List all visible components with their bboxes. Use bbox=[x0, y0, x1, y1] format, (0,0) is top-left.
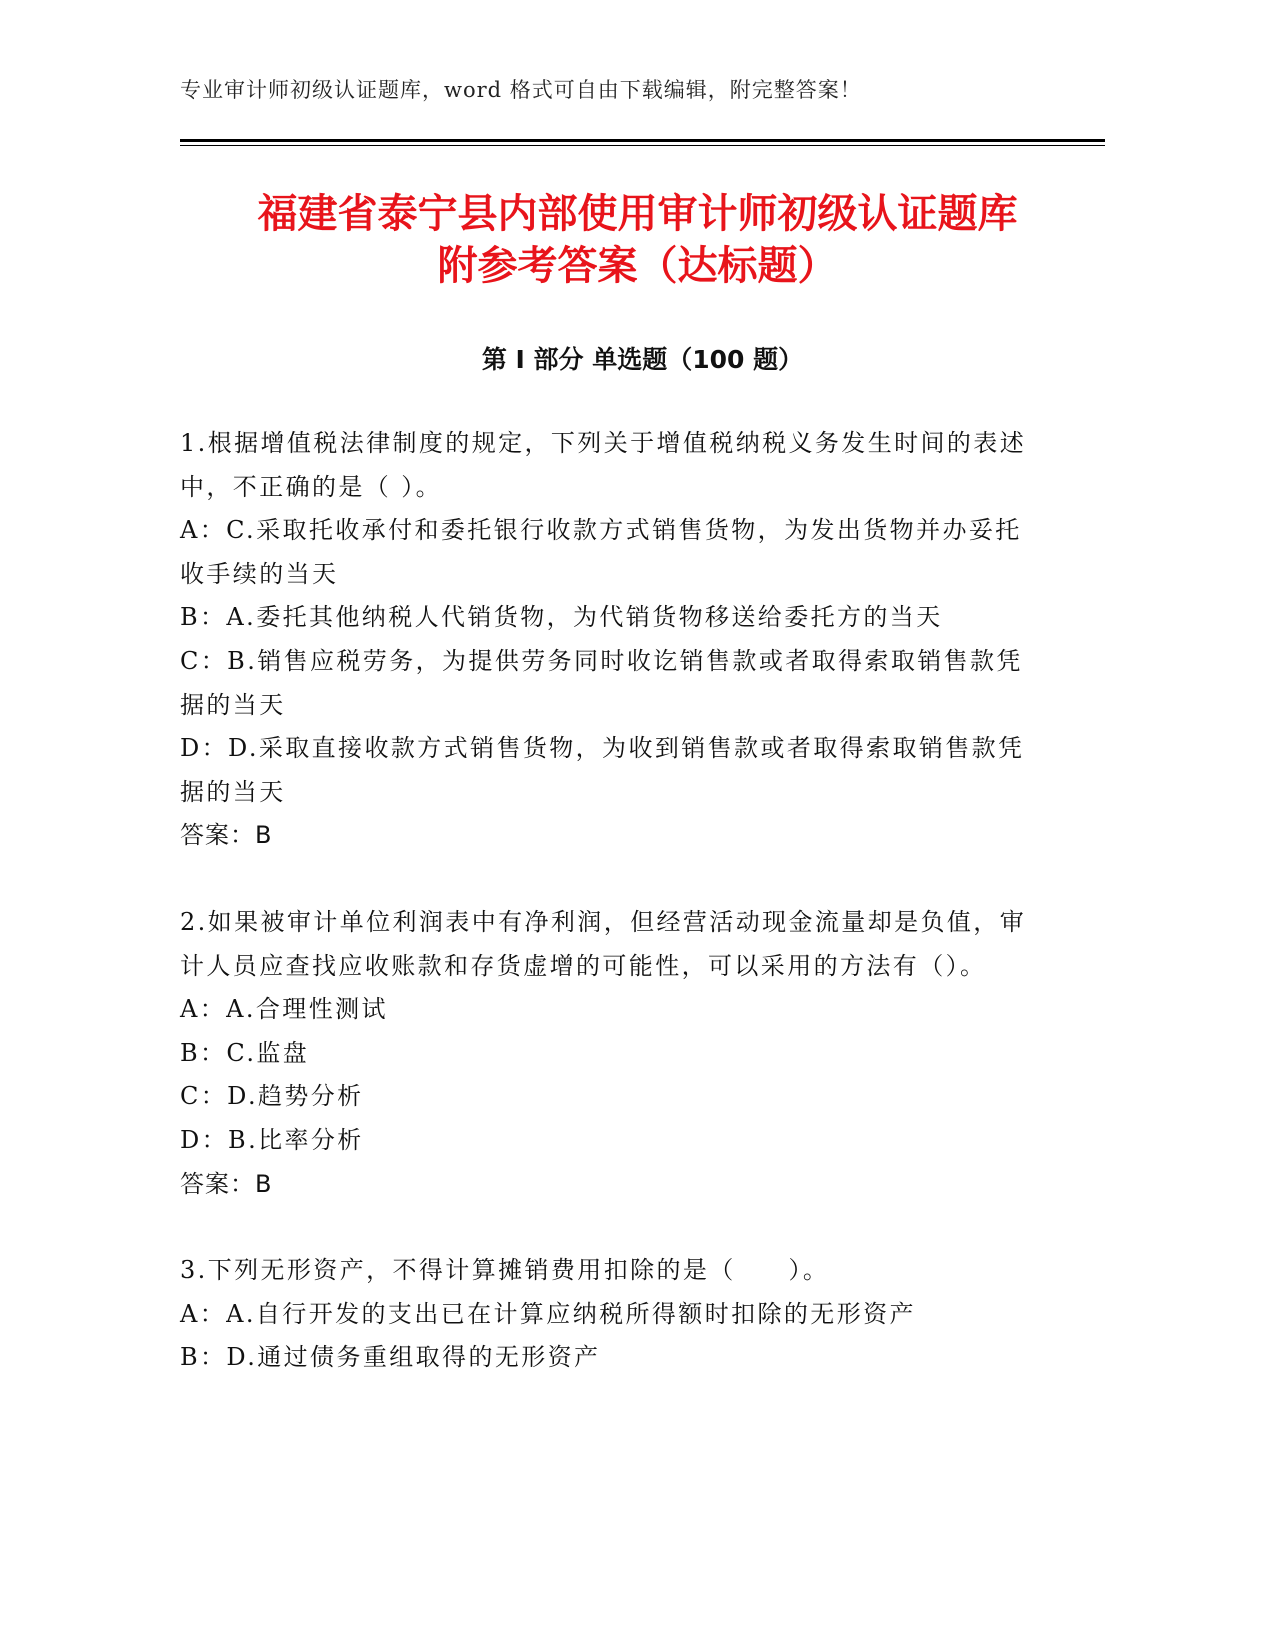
title-line-1: 福建省泰宁县内部使用审计师初级认证题库 bbox=[257, 191, 1018, 237]
option-c: C：B.销售应税劳务，为提供劳务同时收讫销售款或者取得索取销售款凭据的当天 bbox=[180, 646, 1023, 719]
question-list bbox=[180, 422, 1040, 1423]
question-3 bbox=[180, 1249, 1040, 1380]
question-1 bbox=[180, 422, 1040, 858]
header-rule-thin bbox=[180, 145, 1105, 146]
option-d: D：D.采取直接收款方式销售货物，为收到销售款或者取得索取销售款凭据的当天 bbox=[180, 734, 1025, 806]
option-a: A：A.自行开发的支出已在计算应纳税所得额时扣除的无形资产 bbox=[180, 1299, 916, 1328]
question-2 bbox=[180, 901, 1040, 1206]
title-line-2: 附参考答案（达标题） bbox=[437, 243, 838, 289]
option-a: A：A.合理性测试 bbox=[180, 995, 388, 1024]
question-stem: 2.如果被审计单位利润表中有净利润，但经营活动现金流量却是负值，审计人员应查找应收账款和存货虚增的可能性，可以采用的方法有（）。 bbox=[180, 907, 1027, 980]
question-stem: 3.下列无形资产，不得计算摊销费用扣除的是（ ）。 bbox=[180, 1256, 830, 1285]
option-b: B：A.委托其他纳税人代销货物，为代销货物移送给委托方的当天 bbox=[180, 603, 943, 632]
answer: 答案：B bbox=[180, 821, 273, 850]
answer: 答案：B bbox=[180, 1169, 273, 1198]
option-c: C：D.趋势分析 bbox=[180, 1082, 364, 1111]
option-d: D：B.比率分析 bbox=[180, 1125, 364, 1154]
option-b: B：D.通过债务重组取得的无形资产 bbox=[180, 1343, 601, 1372]
section-title: 第 I 部分 单选题（100 题） bbox=[481, 345, 804, 374]
document-title bbox=[150, 188, 1125, 292]
question-stem: 1.根据增值税法律制度的规定，下列关于增值税纳税义务发生时间的表述中，不正确的是（ ）。 bbox=[180, 429, 1027, 501]
option-a: A：C.采取托收承付和委托银行收款方式销售货物，为发出货物并办妥托收手续的当天 bbox=[180, 516, 1022, 588]
option-b: B：C.监盘 bbox=[180, 1038, 310, 1067]
header-rule-thick bbox=[180, 139, 1105, 142]
header-note: 专业审计师初级认证题库，word 格式可自由下载编辑，附完整答案！ bbox=[180, 78, 862, 102]
